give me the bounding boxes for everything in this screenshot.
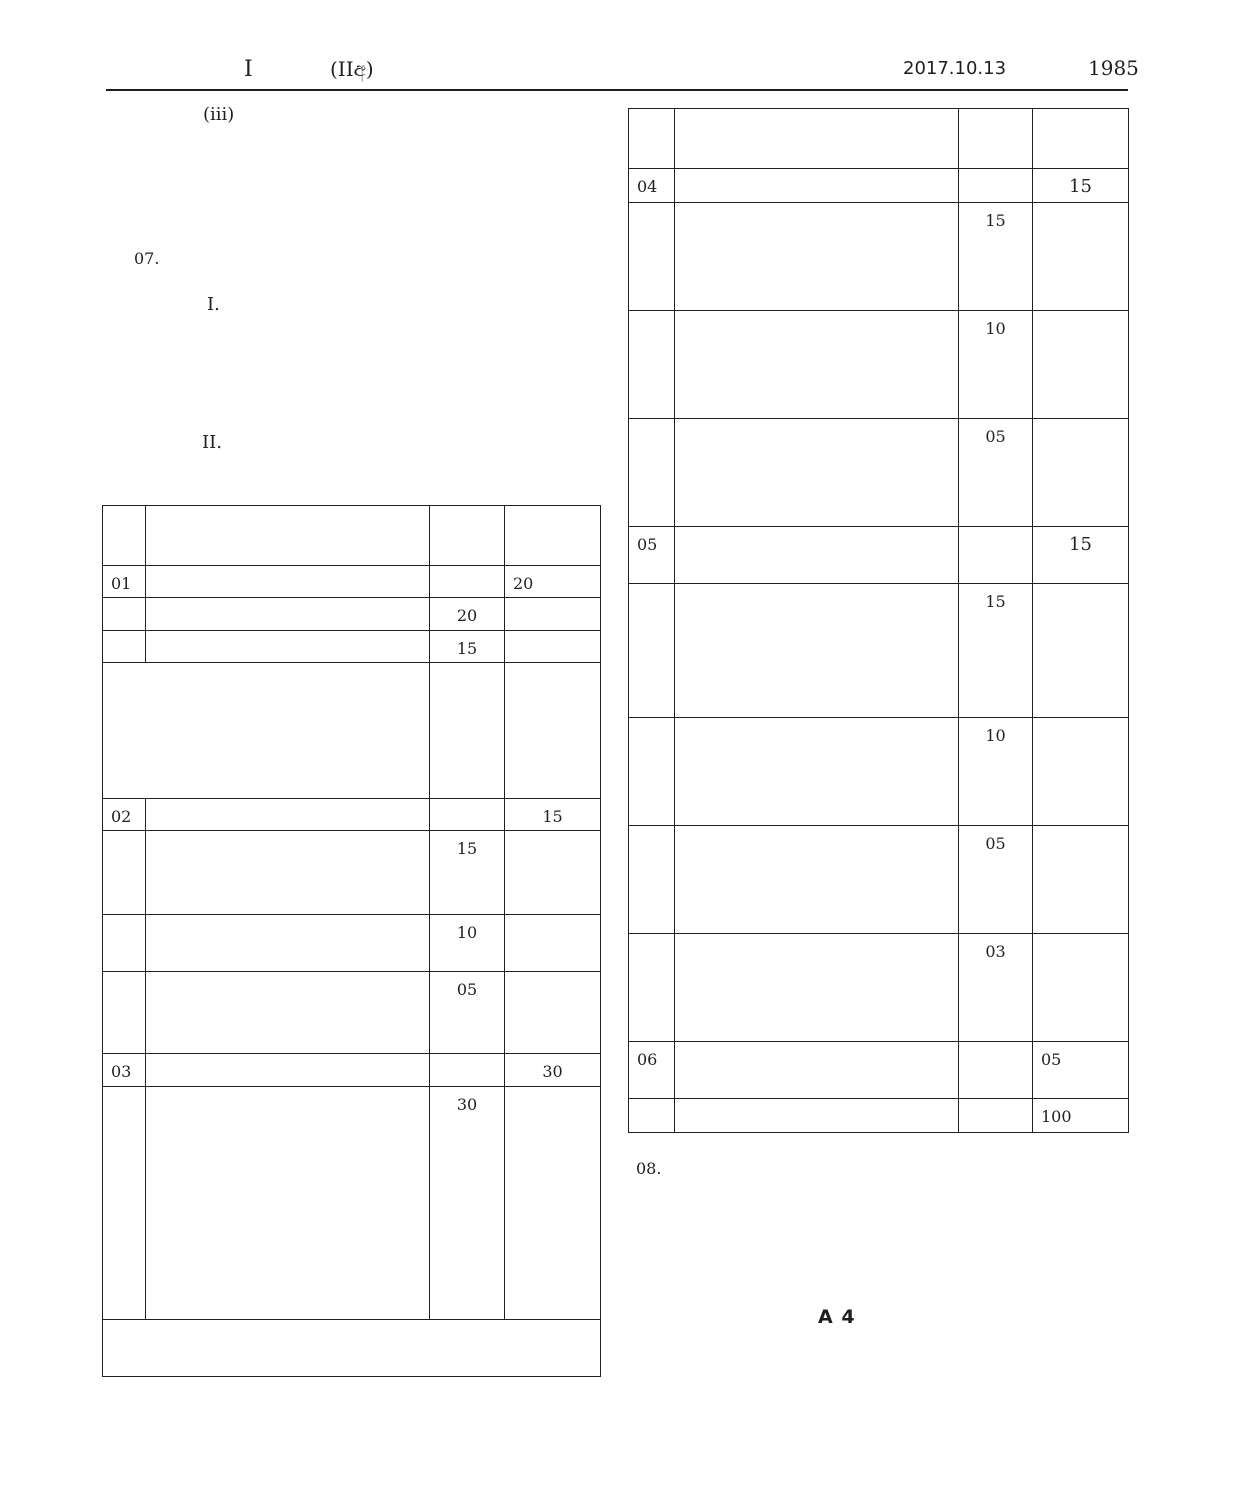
criterion-label <box>675 718 959 826</box>
item-II-number: II. <box>202 432 222 453</box>
row-number: 04 <box>629 169 675 203</box>
row-points: 10 <box>959 718 1033 826</box>
row-number <box>103 831 146 915</box>
criterion-label <box>146 831 430 915</box>
row-total <box>1033 826 1129 934</box>
row-points <box>430 566 505 598</box>
right-marks-table <box>628 108 1129 1133</box>
page-number: 1985 <box>1088 56 1139 80</box>
row-number: 06 <box>629 1042 675 1099</box>
criterion-label <box>675 203 959 311</box>
row-points: 10 <box>430 915 505 972</box>
max-marks-header <box>505 506 601 566</box>
row-number <box>629 934 675 1042</box>
section-07-number: 07. <box>134 249 160 268</box>
row-total <box>1033 584 1129 718</box>
row-total: 15 <box>505 799 601 831</box>
issue-label: (IIඅ) <box>330 57 374 81</box>
part-roman-numeral: I <box>244 57 253 82</box>
row-total <box>505 663 601 799</box>
row-total: 15 <box>1033 169 1129 203</box>
left-marks-table <box>102 505 601 1377</box>
category-label <box>146 799 430 831</box>
experience-evidence-note <box>103 1320 601 1377</box>
row-total <box>1033 934 1129 1042</box>
row-total <box>1033 203 1129 311</box>
criterion-label <box>146 915 430 972</box>
row-points: 05 <box>430 972 505 1054</box>
row-points: 15 <box>430 831 505 915</box>
row-total <box>505 1087 601 1320</box>
row-number <box>629 1099 675 1133</box>
item-I-number: I. <box>207 294 220 315</box>
row-points <box>959 1099 1033 1133</box>
row-points: 10 <box>959 311 1033 419</box>
total-marks-value: 100 <box>1033 1099 1129 1133</box>
row-total <box>1033 718 1129 826</box>
row-points: 15 <box>959 584 1033 718</box>
paper-size: A 4 <box>818 1306 856 1328</box>
section-08-number: 08. <box>636 1159 662 1178</box>
row-points: 30 <box>430 1087 505 1320</box>
criterion-label <box>146 972 430 1054</box>
criterion-label <box>675 419 959 527</box>
criterion-label <box>675 934 959 1042</box>
category-label <box>146 1054 430 1087</box>
criterion-label <box>675 584 959 718</box>
row-total <box>1033 419 1129 527</box>
criterion-label <box>675 311 959 419</box>
row-number: 02 <box>103 799 146 831</box>
category-label <box>146 566 430 598</box>
criterion-label <box>146 598 430 631</box>
row-total <box>505 598 601 631</box>
row-number <box>103 915 146 972</box>
row-number <box>103 972 146 1054</box>
criterion-label <box>675 826 959 934</box>
row-number <box>629 584 675 718</box>
row-number <box>629 311 675 419</box>
row-total <box>505 972 601 1054</box>
row-total: 05 <box>1033 1042 1129 1099</box>
row-number <box>103 631 146 663</box>
row-total <box>1033 311 1129 419</box>
row-points <box>430 663 505 799</box>
category-label <box>675 527 959 584</box>
row-number <box>629 826 675 934</box>
row-points <box>430 1054 505 1087</box>
row-total: 20 <box>505 566 601 598</box>
row-points: 15 <box>959 203 1033 311</box>
row-number <box>629 718 675 826</box>
max-marks-header <box>1033 109 1129 169</box>
row-points <box>430 799 505 831</box>
row-points: 20 <box>430 598 505 631</box>
row-points: 03 <box>959 934 1033 1042</box>
criterion-label <box>146 1087 430 1320</box>
criterion-label <box>146 631 430 663</box>
row-total: 30 <box>505 1054 601 1087</box>
row-number <box>103 1087 146 1320</box>
gazette-date: 2017.10.13 <box>903 58 1007 79</box>
row-points <box>959 527 1033 584</box>
row-points: 05 <box>959 826 1033 934</box>
row-number <box>629 203 675 311</box>
category-label <box>675 1042 959 1099</box>
row-number: 05 <box>629 527 675 584</box>
row-points: 05 <box>959 419 1033 527</box>
item-iii-number: (iii) <box>203 104 235 125</box>
row-number <box>629 419 675 527</box>
row-total: 15 <box>1033 527 1129 584</box>
row-total <box>505 631 601 663</box>
header-rule <box>106 89 1128 91</box>
row-points <box>959 169 1033 203</box>
row-points <box>959 1042 1033 1099</box>
row-points: 15 <box>430 631 505 663</box>
row-total <box>505 831 601 915</box>
row-number: 01 <box>103 566 146 598</box>
category-label <box>675 169 959 203</box>
max-marks-note <box>103 663 430 799</box>
row-total <box>505 915 601 972</box>
row-number <box>103 598 146 631</box>
row-number: 03 <box>103 1054 146 1087</box>
total-marks-label <box>675 1099 959 1133</box>
